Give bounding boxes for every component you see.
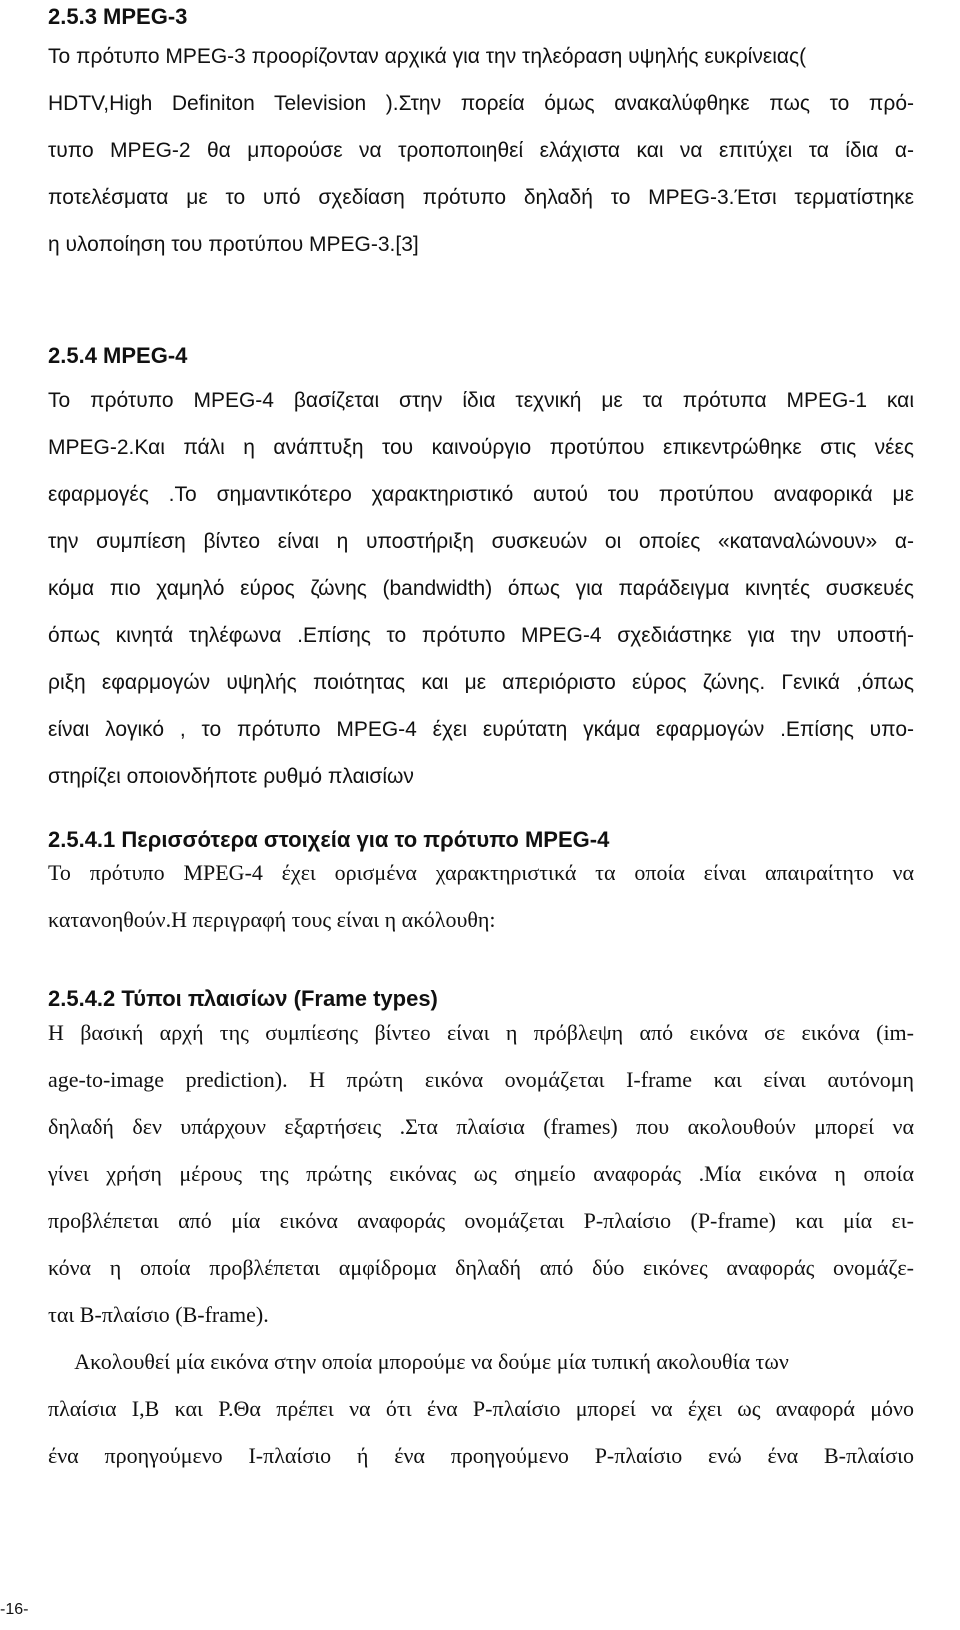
- text-line: MPEG-2.Και πάλι η ανάπτυξη του καινούργιο προτύπου επικεντρώθηκε στις νέες: [48, 436, 914, 459]
- text-line: προβλέπεται από μία εικόνα αναφοράς ονομάζεται P-πλαίσιο (P-frame) και μία ει-: [48, 1208, 914, 1233]
- section-heading-2-5-3: 2.5.3 MPEG-3: [48, 4, 188, 29]
- text-line: Το πρότυπο MPEG-4 έχει ορισμένα χαρακτηριστικά τα οποία είναι απαιραίτητο να: [48, 860, 914, 885]
- text-line: Το πρότυπο MPEG-3 προορίζονταν αρχικά για την τηλεόραση υψηλής ευκρίνειας(: [48, 45, 807, 68]
- text-line: κόμα πιο χαμηλό εύρος ζώνης (bandwidth) όπως για παράδειγμα κινητές συσκευές: [48, 577, 914, 600]
- text-line: γίνει χρήση μέρους της πρώτης εικόνας ως σημείο αναφοράς .Μία εικόνα η οποία: [48, 1161, 914, 1186]
- text-line: πλαίσια I,B και P.Θα πρέπει να ότι ένα P-πλαίσιο μπορεί να έχει ως αναφορά μόνο: [48, 1396, 914, 1421]
- text-line: όπως κινητά τηλέφωνα .Επίσης το πρότυπο MPEG-4 σχεδιάστηκε για την υποστή-: [48, 624, 914, 647]
- text-line: Η βασική αρχή της συμπίεσης βίντεο είναι η πρόβλεψη από εικόνα σε εικόνα (im-: [48, 1020, 914, 1045]
- text-line: κατανοηθούν.Η περιγραφή τους είναι η ακόλουθη:: [48, 907, 496, 932]
- text-line: ται B-πλαίσιο (B-frame).: [48, 1302, 269, 1327]
- text-line: δηλαδή δεν υπάρχουν εξαρτήσεις .Στα πλαίσια (frames) που ακολουθούν μπορεί να: [48, 1114, 914, 1139]
- text-line: age-to-image prediction). Η πρώτη εικόνα ονομάζεται I-frame και είναι αυτόνομη: [48, 1067, 914, 1092]
- page-number: -16-: [0, 1601, 29, 1618]
- text-line: την συμπίεση βίντεο είναι η υποστήριξη συσκευών οι οποίες «καταναλώνουν» α-: [48, 530, 914, 553]
- text-line: HDTV,High Definiton Television ).Στην πορεία όμως ανακαλύφθηκε πως το πρό-: [48, 92, 914, 115]
- text-line: εφαρμογές .Το σημαντικότερο χαρακτηριστικό αυτού του προτύπου αναφορικά με: [48, 483, 914, 506]
- text-line: είναι λογικό , το πρότυπο MPEG-4 έχει ευρύτατη γκάμα εφαρμογών .Επίσης υπο-: [48, 718, 914, 741]
- text-line: ποτελέσματα με το υπό σχεδίαση πρότυπο δηλαδή το MPEG-3.Έτσι τερματίστηκε: [48, 186, 914, 209]
- text-line: τυπο MPEG-2 θα μπορούσε να τροποποιηθεί ελάχιστα και να επιτύχει τα ίδια α-: [48, 139, 914, 162]
- text-line: ένα προηγούμενο I-πλαίσιο ή ένα προηγούμενο P-πλαίσιο ενώ ένα B-πλαίσιο: [48, 1443, 914, 1468]
- text-line: η υλοποίηση του προτύπου MPEG-3.[3]: [48, 233, 419, 256]
- section-heading-2-5-4-2: 2.5.4.2 Τύποι πλαισίων (Frame types): [48, 986, 438, 1011]
- text-line: ριξη εφαρμογών υψηλής ποιότητας και με απεριόριστο εύρος ζώνης. Γενικά ,όπως: [48, 671, 914, 694]
- text-line: Ακολουθεί μία εικόνα στην οποία μπορούμε να δούμε μία τυπική ακολουθία των: [48, 1349, 789, 1374]
- section-heading-2-5-4: 2.5.4 MPEG-4: [48, 343, 188, 368]
- text-line: κόνα η οποία προβλέπεται αμφίδρομα δηλαδή από δύο εικόνες αναφοράς ονομάζε-: [48, 1255, 914, 1280]
- text-line: στηρίζει οποιονδήποτε ρυθμό πλαισίων: [48, 765, 414, 788]
- section-heading-2-5-4-1: 2.5.4.1 Περισσότερα στοιχεία για το πρότυπο MPEG-4: [48, 827, 610, 852]
- text-line: Το πρότυπο MPEG-4 βασίζεται στην ίδια τεχνική με τα πρότυπα MPEG-1 και: [48, 389, 914, 412]
